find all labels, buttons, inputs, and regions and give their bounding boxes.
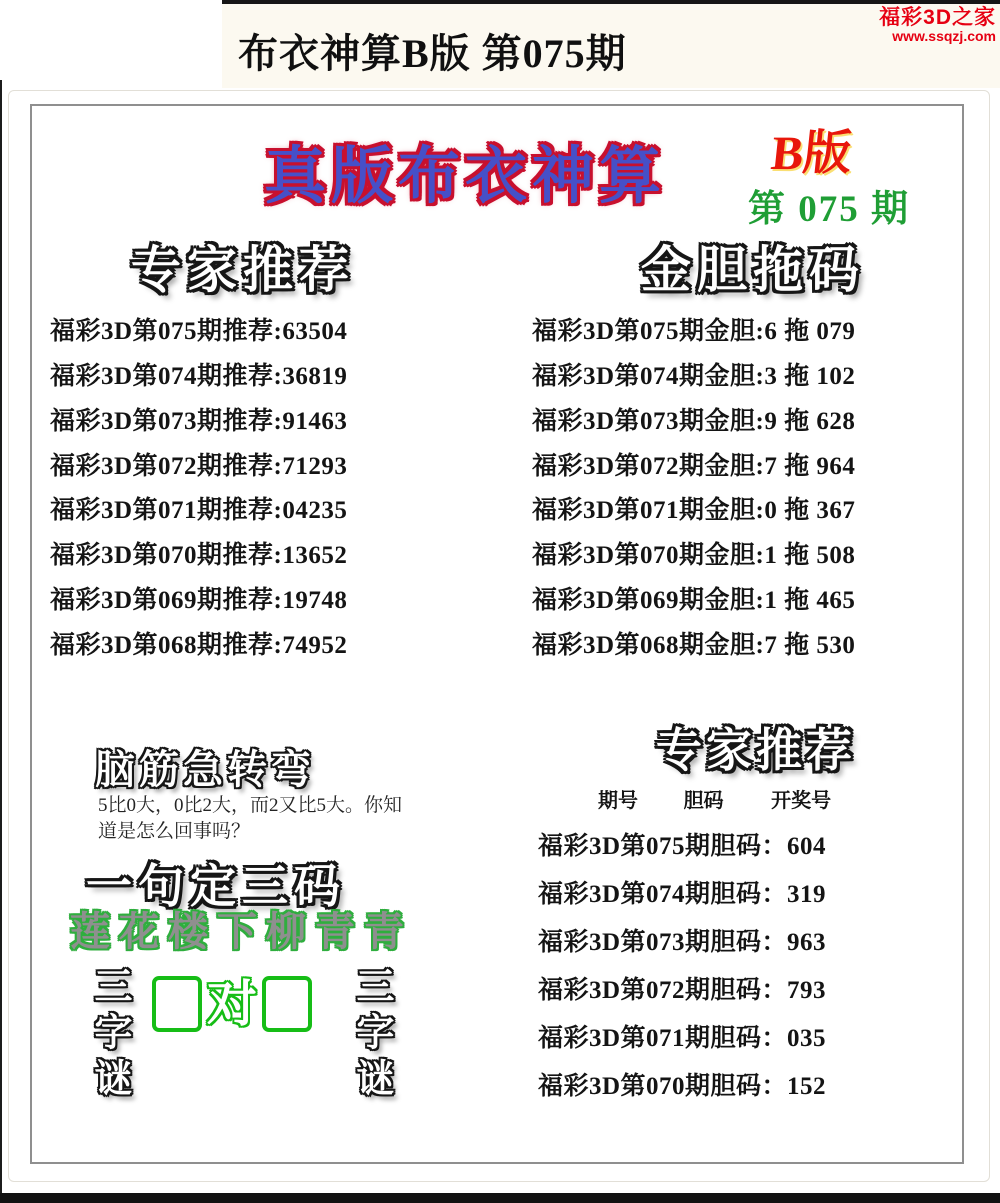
list-item: 福彩3D第075期胆码：604 bbox=[538, 833, 827, 860]
issue-number: 第 075 期 bbox=[748, 189, 910, 230]
list-item: 福彩3D第071期胆码：035 bbox=[538, 1025, 827, 1052]
three-char-riddle-right: 三字谜 bbox=[350, 966, 392, 1104]
list-item: 福彩3D第068期推荐:74952 bbox=[50, 631, 348, 659]
column-danma: 胆码 bbox=[683, 790, 724, 812]
list-item: 福彩3D第071期金胆:0 拖 367 bbox=[532, 497, 856, 525]
riddle-blank-box bbox=[152, 976, 202, 1032]
list-item: 福彩3D第072期胆码：793 bbox=[538, 977, 827, 1004]
list-item: 福彩3D第070期金胆:1 拖 508 bbox=[532, 542, 856, 570]
site-name: 福彩3D之家 bbox=[879, 6, 996, 29]
list-item: 福彩3D第073期胆码：963 bbox=[538, 929, 827, 956]
danma-column-headers bbox=[598, 784, 831, 813]
list-item: 福彩3D第071期推荐:04235 bbox=[50, 497, 348, 525]
list-item: 福彩3D第070期推荐:13652 bbox=[50, 542, 348, 570]
gold-dan-header: 金胆拖码 bbox=[641, 242, 865, 298]
column-issue: 期号 bbox=[598, 790, 638, 812]
list-item: 福彩3D第074期推荐:36819 bbox=[50, 362, 348, 390]
list-item: 福彩3D第074期胆码：319 bbox=[538, 881, 827, 908]
edition-badge: B版 bbox=[768, 127, 855, 180]
one-sentence-phrase: 莲花楼下柳青青 bbox=[70, 909, 413, 954]
expert-danma-list bbox=[538, 826, 826, 1102]
list-item: 福彩3D第072期推荐:71293 bbox=[50, 452, 348, 480]
list-item: 福彩3D第075期金胆:6 拖 079 bbox=[532, 318, 856, 345]
brain-teaser-header: 脑筋急转弯 bbox=[95, 748, 315, 792]
site-logo[interactable] bbox=[879, 7, 996, 44]
brain-teaser-text: 5比0大，0比2大，而2又比5大。你知道是怎么回事吗？ bbox=[98, 795, 403, 842]
top-border-bar bbox=[222, 0, 1000, 4]
page-title: 布衣神算B版 第075期 bbox=[238, 31, 627, 76]
expert-danma-header: 专家推荐 bbox=[656, 724, 856, 776]
list-item: 福彩3D第073期推荐:91463 bbox=[50, 407, 348, 435]
masthead-title: 真版布衣神算 bbox=[264, 142, 667, 211]
riddle-blank-box bbox=[262, 976, 312, 1032]
list-item: 福彩3D第069期推荐:19748 bbox=[50, 587, 348, 615]
column-winning: 开奖号 bbox=[771, 790, 832, 812]
list-item: 福彩3D第075期推荐:63504 bbox=[50, 318, 348, 345]
list-item: 福彩3D第073期金胆:9 拖 628 bbox=[532, 407, 856, 435]
riddle-vs-char: 对 bbox=[207, 976, 257, 1032]
list-item: 福彩3D第074期金胆:3 拖 102 bbox=[532, 362, 856, 390]
expert-recommend-header: 专家推荐 bbox=[131, 242, 355, 298]
site-url: www.ssqzj.com bbox=[892, 28, 996, 45]
left-edge-line bbox=[0, 80, 2, 1193]
list-item: 福彩3D第068期金胆:7 拖 530 bbox=[532, 631, 856, 659]
expert-recommend-list bbox=[50, 311, 347, 661]
bottom-border-bar bbox=[0, 1193, 1000, 1203]
list-item: 福彩3D第069期金胆:1 拖 465 bbox=[532, 587, 856, 615]
three-char-riddle-left: 三字谜 bbox=[88, 966, 130, 1104]
one-sentence-header: 一句定三码 bbox=[86, 860, 346, 912]
list-item: 福彩3D第072期金胆:7 拖 964 bbox=[532, 452, 856, 480]
list-item: 福彩3D第070期胆码：152 bbox=[538, 1073, 827, 1100]
riddle-vs-row bbox=[152, 976, 312, 1032]
gold-dan-list bbox=[532, 311, 855, 661]
